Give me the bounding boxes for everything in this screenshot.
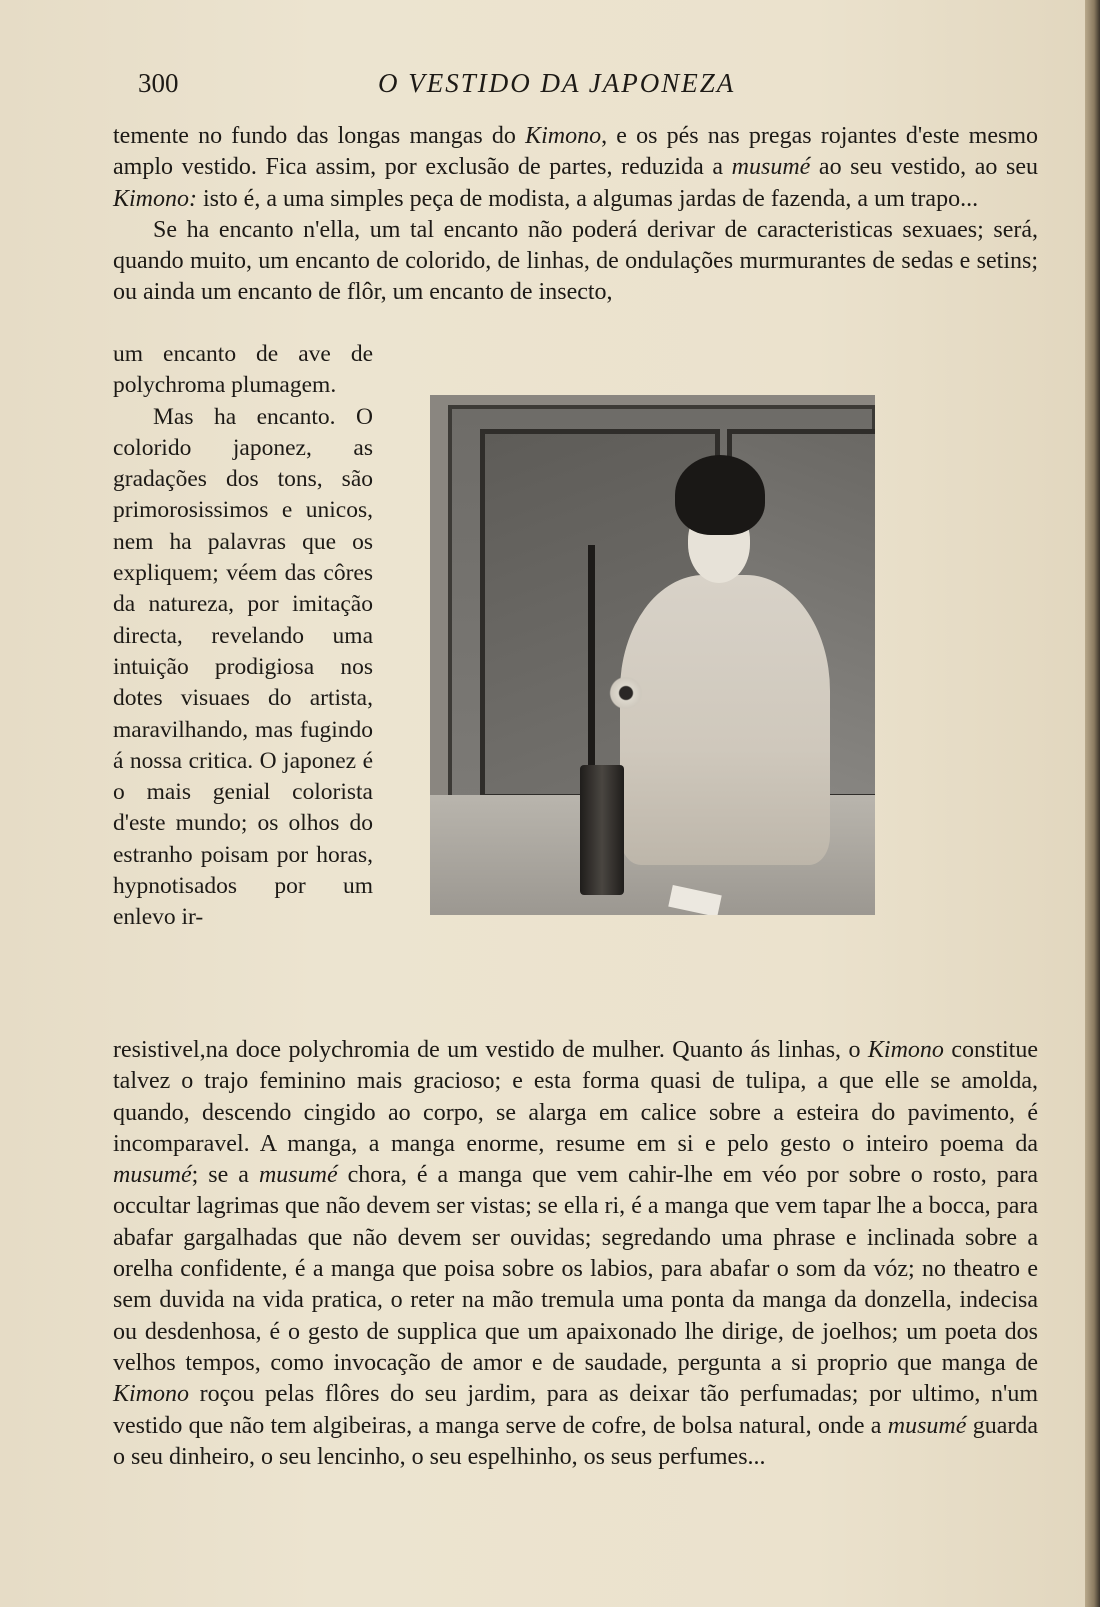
photo-image <box>430 395 875 915</box>
running-title: O VESTIDO DA JAPONEZA <box>378 68 736 98</box>
flower-stem <box>588 545 595 770</box>
kimono <box>620 575 830 865</box>
paragraph-continuation: temente no fundo das longas mangas do Kimono, e os pés nas pregas rojantes d'este mesmo amplo vestido. Fica assim, por exclusão de partes, reduzida a musumé ao seu vestido, ao seu Kimono: isto é, a uma simples peça de modista, a algumas jardas de fazenda, a um trapo... <box>113 123 1038 212</box>
geisha-photograph <box>400 395 890 975</box>
flower-vase <box>580 765 624 895</box>
page-edge <box>1085 0 1100 1607</box>
left-column-text <box>113 339 373 934</box>
paragraph-continuation-left: um encanto de ave de polychroma plumagem. <box>113 341 373 399</box>
bottom-text-block <box>113 1035 1038 1473</box>
top-text-block <box>113 121 1038 309</box>
hair <box>675 455 765 535</box>
paragraph-kimono-lines: resistivel,na doce polychromia de um vestido de mulher. Quanto ás linhas, o Kimono constitue talvez o trajo feminino mais gracioso; e esta forma quasi de tulipa, a que elle se amolda, quando, descendo cingido ao corpo, se alarga em calice sobre a esteira do pavimento, é incomparavel. A manga, a manga enorme, resume em si e pelo gesto o inteiro poema da musumé; se a musumé chora, é a manga que vem cahir-lhe em véo por sobre o rosto, para occultar lagrimas que não devem ser vistas; se ella ri, é a manga que vem tapar lhe a bocca, para abafar gargalhadas que não devem ser ouvidas; segredando uma phrase e inclinada sobre a orelha confidente, é a manga que poisa sobre os labios, para abafar o som da vóz; no theatro e sem duvida na vida pratica, o reter na mão tremula uma ponta da manga da donzella, indecisa ou desdenhosa, é o gesto de supplica que um apaixonado lhe dirige, de joelhos; um poeta dos velhos tempos, como invocação de amor e de saudade, pergunta a si proprio que manga de Kimono roçou pelas flôres do seu jardim, para as deixar tão perfumadas; por ultimo, n'um vestido que não tem algibeiras, a manga serve de cofre, de bolsa natural, onde a musumé guarda o seu dinheiro, o seu lencinho, o seu espelhinho, os seus perfumes... <box>113 1037 1039 1470</box>
page-number: 300 <box>138 68 179 98</box>
paragraph-encanto: Se ha encanto n'ella, um tal encanto não poderá derivar de caracteristicas sexuaes; será, quando muito, um encanto de colorido, de linhas, de ondulações murmurantes de sedas e setins; ou ainda um encanto de flôr, um encanto de insecto, <box>113 216 1038 306</box>
flower <box>608 675 644 711</box>
kneeling-woman-figure <box>620 455 840 855</box>
page-header <box>138 62 1018 102</box>
paragraph-colorido: Mas ha encanto. O colorido japonez, as gradações dos tons, são primorosissimos e unicos, nem ha palavras que os expliquem; véem das côres da natureza, por imitação directa, revelando uma intuição prodigiosa nos dotes visuaes do artista, maravilhando, mas fugindo á nossa critica. O japonez é o mais genial colorista d'este mundo; os olhos do estranho poisam por horas, hypnotisados por um enlevo ir- <box>113 403 373 931</box>
